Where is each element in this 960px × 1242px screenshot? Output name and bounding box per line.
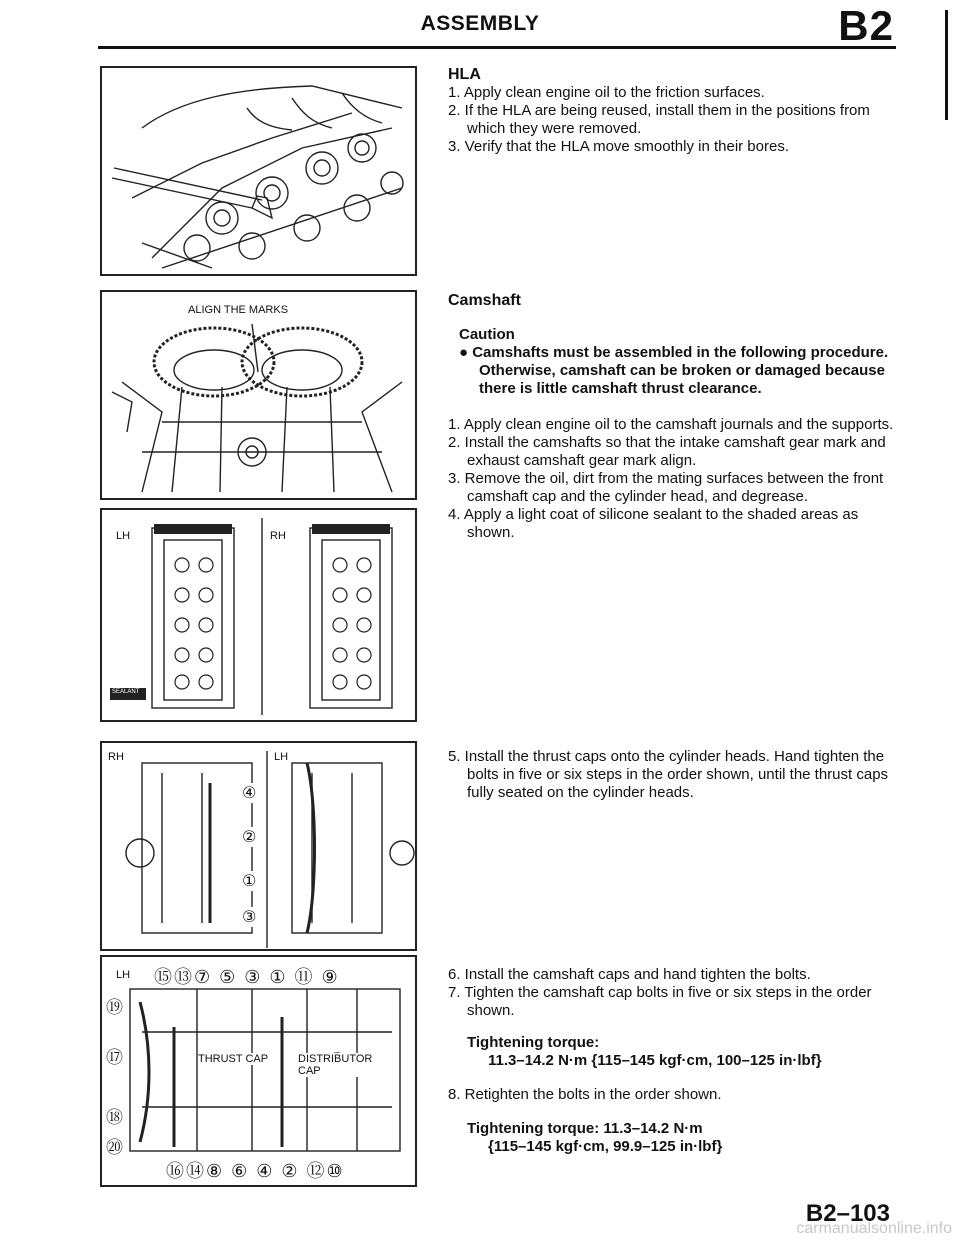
gear-alignment-illustration [102, 292, 415, 498]
hla-section [448, 66, 900, 156]
hla-title: HLA [448, 66, 481, 83]
camshaft-section [448, 292, 900, 542]
camshaft-step-6: 6. Install the camshaft caps and hand tighten the bolts. [448, 966, 811, 983]
torque-2-heading: Tightening torque: 11.3–14.2 N·m [467, 1120, 703, 1137]
lh-label: LH [116, 969, 131, 981]
page-number: B2–103 [805, 1200, 890, 1227]
camshaft-step-5-block [448, 748, 900, 802]
hla-step-1: 1. Apply clean engine oil to the friction surfaces. [448, 84, 765, 101]
sealant-heads-illustration [102, 510, 415, 720]
rh-label: RH [270, 530, 286, 542]
left-bolt-18: ⑱ [106, 1108, 123, 1127]
camshaft-step-8: 8. Retighten the bolts in the order shown. [448, 1086, 722, 1103]
left-bolt-20: ⑳ [106, 1138, 123, 1157]
bolt-order-1: ① [242, 873, 257, 890]
thrust-cap-label: THRUST CAP [198, 1053, 269, 1065]
sealant-label: SEALANT [112, 689, 140, 695]
margin-bar [945, 10, 948, 120]
hla-illustration [102, 68, 415, 274]
header-rule [98, 46, 896, 49]
figure-align-marks [100, 290, 417, 500]
figure-sealant-areas [100, 508, 417, 722]
camshaft-step-5: 5. Install the thrust caps onto the cylinder heads. Hand tighten the bolts in five or six steps in the order shown, until the thrust caps fully seated on the cylinder heads. [448, 748, 889, 801]
watermark: carmanualsonline.info [796, 1220, 952, 1237]
page-header-title: ASSEMBLY [420, 12, 540, 35]
figure-cap-bolt-order [100, 955, 417, 1187]
thrust-caps-illustration [102, 743, 415, 949]
camshaft-step-3: 3. Remove the oil, dirt from the mating surfaces between the front camshaft cap and the cylinder head, and degrease. [448, 470, 884, 505]
hla-step-3: 3. Verify that the HLA move smoothly in their bores. [448, 138, 790, 155]
camshaft-title: Camshaft [448, 292, 521, 309]
distributor-cap-label: DISTRIBUTOR CAP [298, 1053, 376, 1077]
section-code: B2 [838, 2, 894, 49]
torque-2-value: {115–145 kgf·cm, 99.9–125 in·lbf} [488, 1138, 723, 1155]
camshaft-step-2: 2. Install the camshafts so that the intake camshaft gear mark and exhaust camshaft gear mark align. [448, 434, 886, 469]
bolt-order-3: ③ [242, 909, 257, 926]
figure-hla-oil [100, 66, 417, 276]
caution-title: Caution [459, 326, 515, 343]
torque-1-heading: Tightening torque: [467, 1034, 600, 1051]
rh-label: RH [108, 751, 124, 763]
camshaft-step-4: 4. Apply a light coat of silicone sealant to the shaded areas as shown. [448, 506, 859, 541]
lh-label: LH [274, 751, 289, 763]
align-marks-label: ALIGN THE MARKS [188, 304, 289, 316]
caution-text: ● Camshafts must be assembled in the following procedure. Otherwise, camshaft can be broken or damaged because there is little camshaft thrust clearance. [459, 344, 889, 397]
figure-thrust-caps [100, 741, 417, 951]
bolt-order-4: ④ [242, 785, 257, 802]
camshaft-step-7: 7. Tighten the camshaft cap bolts in five or six steps in the order shown. [448, 984, 872, 1019]
hla-step-2: 2. If the HLA are being reused, install them in the positions from which they were removed. [448, 102, 870, 137]
top-bolt-order: ⑮⑬⑦ ⑤ ③ ① ⑪ ⑨ [154, 967, 340, 987]
camshaft-step-1: 1. Apply clean engine oil to the camshaft journals and the supports. [448, 416, 894, 433]
left-bolt-19: ⑲ [106, 998, 123, 1017]
lh-label: LH [116, 530, 131, 542]
camshaft-steps-6-8-block [448, 966, 900, 1156]
bolt-order-2: ② [242, 829, 257, 846]
torque-1-value: 11.3–14.2 N·m {115–145 kgf·cm, 100–125 in·lbf} [488, 1052, 822, 1069]
left-bolt-17: ⑰ [106, 1048, 123, 1067]
bottom-bolt-order: ⑯⑭⑧ ⑥ ④ ② ⑫⑩ [166, 1161, 345, 1181]
